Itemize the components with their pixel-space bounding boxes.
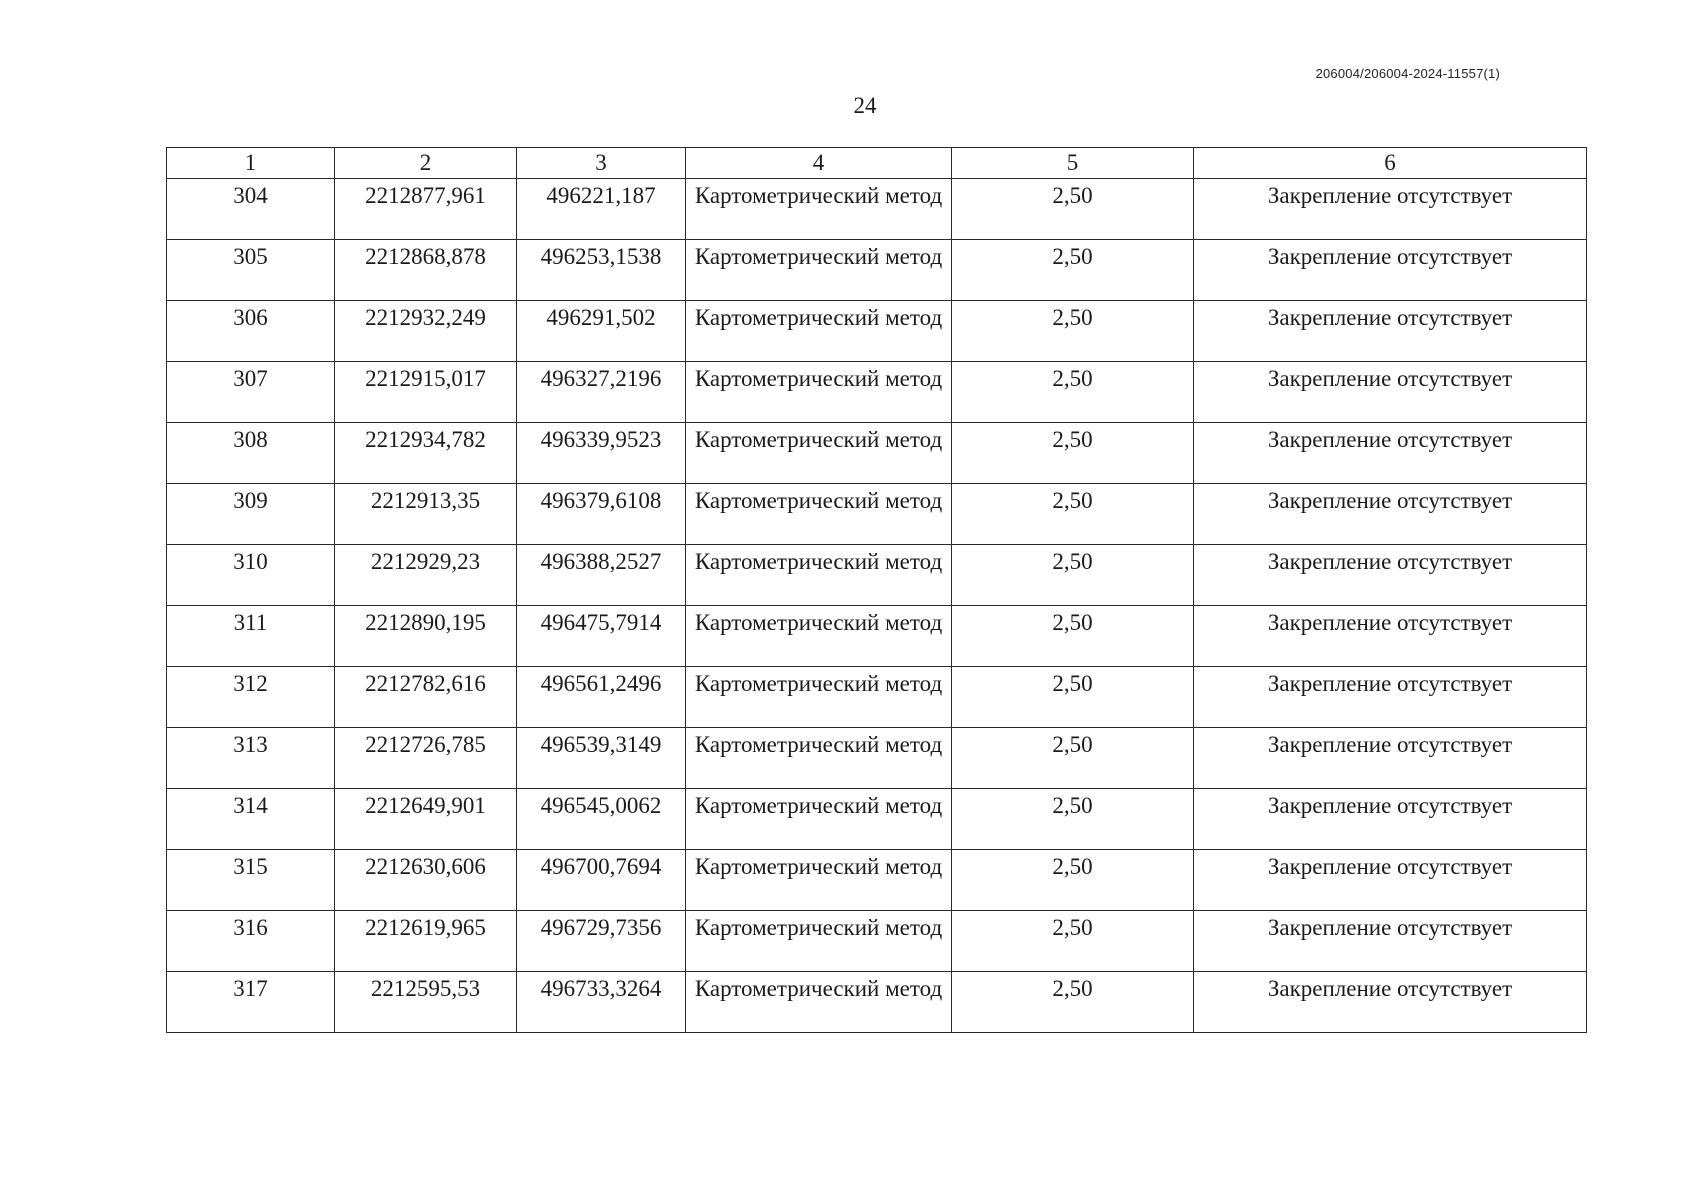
point-number-cell-text: 307 xyxy=(233,366,268,391)
fixing-description-cell xyxy=(1194,606,1587,667)
accuracy-cell-text: 2,50 xyxy=(1052,732,1093,757)
fixing-description-cell-text: Закрепление отсутствует xyxy=(1267,366,1513,391)
column-header-5: 5 xyxy=(952,148,1194,179)
table-row xyxy=(167,850,1587,911)
x-coordinate-cell-text: 2212877,961 xyxy=(365,183,486,208)
point-number-cell-text: 310 xyxy=(233,549,268,574)
y-coordinate-cell xyxy=(517,606,686,667)
method-cell-text: Картометрический метод xyxy=(694,366,943,391)
fixing-description-cell xyxy=(1194,301,1587,362)
x-coordinate-cell-text: 2212630,606 xyxy=(365,854,486,879)
method-cell xyxy=(686,911,952,972)
point-number-cell xyxy=(167,362,335,423)
method-cell-text: Картометрический метод xyxy=(694,183,943,208)
x-coordinate-cell xyxy=(335,484,517,545)
method-cell xyxy=(686,850,952,911)
x-coordinate-cell-text: 2212726,785 xyxy=(365,732,486,757)
method-cell-text: Картометрический метод xyxy=(694,244,943,269)
fixing-description-cell-text: Закрепление отсутствует xyxy=(1267,976,1513,1001)
column-header-1: 1 xyxy=(167,148,335,179)
point-number-cell-text: 313 xyxy=(233,732,268,757)
x-coordinate-cell xyxy=(335,789,517,850)
table-row xyxy=(167,972,1587,1033)
column-header-3: 3 xyxy=(517,148,686,179)
accuracy-cell xyxy=(952,911,1194,972)
y-coordinate-cell xyxy=(517,850,686,911)
y-coordinate-cell-text: 496379,6108 xyxy=(540,488,662,513)
point-number-cell xyxy=(167,911,335,972)
y-coordinate-cell xyxy=(517,545,686,606)
column-header-4: 4 xyxy=(686,148,952,179)
point-number-cell xyxy=(167,606,335,667)
table-header xyxy=(167,148,1587,179)
method-cell xyxy=(686,728,952,789)
accuracy-cell xyxy=(952,972,1194,1033)
y-coordinate-cell-text: 496729,7356 xyxy=(540,915,662,940)
coordinates-table-container xyxy=(166,147,1586,1033)
fixing-description-cell xyxy=(1194,728,1587,789)
accuracy-cell-text: 2,50 xyxy=(1052,305,1093,330)
y-coordinate-cell xyxy=(517,179,686,240)
fixing-description-cell xyxy=(1194,789,1587,850)
method-cell-text: Картометрический метод xyxy=(694,305,943,330)
method-cell-text: Картометрический метод xyxy=(694,671,943,696)
accuracy-cell xyxy=(952,789,1194,850)
method-cell xyxy=(686,667,952,728)
method-cell-text: Картометрический метод xyxy=(694,549,943,574)
x-coordinate-cell-text: 2212649,901 xyxy=(365,793,486,818)
point-number-cell-text: 315 xyxy=(233,854,268,879)
y-coordinate-cell xyxy=(517,728,686,789)
accuracy-cell-text: 2,50 xyxy=(1052,549,1093,574)
x-coordinate-cell-text: 2212595,53 xyxy=(370,976,481,1001)
method-cell-text: Картометрический метод xyxy=(694,915,943,940)
accuracy-cell-text: 2,50 xyxy=(1052,671,1093,696)
x-coordinate-cell xyxy=(335,911,517,972)
column-header-6: 6 xyxy=(1194,148,1587,179)
point-number-cell xyxy=(167,667,335,728)
fixing-description-cell xyxy=(1194,545,1587,606)
point-number-cell xyxy=(167,484,335,545)
method-cell xyxy=(686,423,952,484)
y-coordinate-cell-text: 496291,502 xyxy=(546,305,656,330)
fixing-description-cell-text: Закрепление отсутствует xyxy=(1267,305,1513,330)
method-cell xyxy=(686,606,952,667)
y-coordinate-cell-text: 496475,7914 xyxy=(540,610,662,635)
accuracy-cell-text: 2,50 xyxy=(1052,183,1093,208)
fixing-description-cell xyxy=(1194,423,1587,484)
table-row xyxy=(167,667,1587,728)
method-cell-text: Картометрический метод xyxy=(694,793,943,818)
table-row xyxy=(167,179,1587,240)
table-body xyxy=(167,179,1587,1033)
point-number-cell-text: 314 xyxy=(233,793,268,818)
accuracy-cell xyxy=(952,545,1194,606)
accuracy-cell xyxy=(952,301,1194,362)
fixing-description-cell-text: Закрепление отсутствует xyxy=(1267,427,1513,452)
y-coordinate-cell xyxy=(517,972,686,1033)
x-coordinate-cell-text: 2212913,35 xyxy=(370,488,481,513)
fixing-description-cell xyxy=(1194,667,1587,728)
accuracy-cell xyxy=(952,728,1194,789)
point-number-cell xyxy=(167,423,335,484)
y-coordinate-cell-text: 496327,2196 xyxy=(540,366,662,391)
x-coordinate-cell-text: 2212932,249 xyxy=(365,305,486,330)
point-number-cell xyxy=(167,850,335,911)
table-header-row xyxy=(167,148,1587,179)
accuracy-cell-text: 2,50 xyxy=(1052,610,1093,635)
x-coordinate-cell-text: 2212915,017 xyxy=(365,366,486,391)
table-row xyxy=(167,545,1587,606)
x-coordinate-cell xyxy=(335,972,517,1033)
fixing-description-cell xyxy=(1194,484,1587,545)
accuracy-cell xyxy=(952,484,1194,545)
accuracy-cell-text: 2,50 xyxy=(1052,976,1093,1001)
document-id: 206004/206004-2024-11557(1) xyxy=(1315,66,1500,81)
x-coordinate-cell-text: 2212619,965 xyxy=(365,915,486,940)
point-number-cell-text: 312 xyxy=(233,671,268,696)
x-coordinate-cell xyxy=(335,606,517,667)
table-row xyxy=(167,301,1587,362)
y-coordinate-cell xyxy=(517,301,686,362)
table-row xyxy=(167,423,1587,484)
fixing-description-cell-text: Закрепление отсутствует xyxy=(1267,488,1513,513)
column-header-2: 2 xyxy=(335,148,517,179)
fixing-description-cell-text: Закрепление отсутствует xyxy=(1267,854,1513,879)
fixing-description-cell-text: Закрепление отсутствует xyxy=(1267,610,1513,635)
fixing-description-cell-text: Закрепление отсутствует xyxy=(1267,732,1513,757)
table-row xyxy=(167,484,1587,545)
page-number: 24 xyxy=(853,93,877,118)
coordinates-table xyxy=(166,147,1587,1033)
point-number-cell xyxy=(167,179,335,240)
fixing-description-cell xyxy=(1194,179,1587,240)
fixing-description-cell-text: Закрепление отсутствует xyxy=(1267,549,1513,574)
y-coordinate-cell xyxy=(517,484,686,545)
accuracy-cell-text: 2,50 xyxy=(1052,244,1093,269)
accuracy-cell-text: 2,50 xyxy=(1052,427,1093,452)
y-coordinate-cell-text: 496539,3149 xyxy=(540,732,662,757)
fixing-description-cell xyxy=(1194,850,1587,911)
method-cell-text: Картометрический метод xyxy=(694,732,943,757)
x-coordinate-cell xyxy=(335,240,517,301)
point-number-cell xyxy=(167,728,335,789)
y-coordinate-cell-text: 496561,2496 xyxy=(540,671,662,696)
y-coordinate-cell-text: 496700,7694 xyxy=(540,854,662,879)
y-coordinate-cell-text: 496388,2527 xyxy=(540,549,662,574)
accuracy-cell xyxy=(952,362,1194,423)
x-coordinate-cell xyxy=(335,728,517,789)
point-number-cell xyxy=(167,545,335,606)
accuracy-cell-text: 2,50 xyxy=(1052,793,1093,818)
point-number-cell-text: 306 xyxy=(233,305,268,330)
method-cell xyxy=(686,240,952,301)
y-coordinate-cell xyxy=(517,240,686,301)
x-coordinate-cell-text: 2212868,878 xyxy=(365,244,486,269)
method-cell xyxy=(686,545,952,606)
point-number-cell-text: 304 xyxy=(233,183,268,208)
accuracy-cell-text: 2,50 xyxy=(1052,366,1093,391)
accuracy-cell xyxy=(952,179,1194,240)
method-cell-text: Картометрический метод xyxy=(694,976,943,1001)
y-coordinate-cell-text: 496339,9523 xyxy=(540,427,662,452)
table-row xyxy=(167,728,1587,789)
x-coordinate-cell-text: 2212890,195 xyxy=(365,610,486,635)
x-coordinate-cell xyxy=(335,423,517,484)
table-row xyxy=(167,789,1587,850)
fixing-description-cell xyxy=(1194,972,1587,1033)
method-cell-text: Картометрический метод xyxy=(694,427,943,452)
method-cell xyxy=(686,362,952,423)
accuracy-cell xyxy=(952,240,1194,301)
fixing-description-cell-text: Закрепление отсутствует xyxy=(1267,793,1513,818)
accuracy-cell xyxy=(952,606,1194,667)
accuracy-cell xyxy=(952,423,1194,484)
y-coordinate-cell xyxy=(517,362,686,423)
method-cell xyxy=(686,301,952,362)
fixing-description-cell-text: Закрепление отсутствует xyxy=(1267,183,1513,208)
point-number-cell-text: 308 xyxy=(233,427,268,452)
fixing-description-cell xyxy=(1194,911,1587,972)
accuracy-cell-text: 2,50 xyxy=(1052,488,1093,513)
accuracy-cell-text: 2,50 xyxy=(1052,915,1093,940)
method-cell-text: Картометрический метод xyxy=(694,610,943,635)
x-coordinate-cell xyxy=(335,179,517,240)
x-coordinate-cell xyxy=(335,362,517,423)
y-coordinate-cell xyxy=(517,667,686,728)
y-coordinate-cell-text: 496545,0062 xyxy=(540,793,662,818)
y-coordinate-cell xyxy=(517,789,686,850)
x-coordinate-cell xyxy=(335,850,517,911)
fixing-description-cell xyxy=(1194,362,1587,423)
fixing-description-cell xyxy=(1194,240,1587,301)
point-number-cell-text: 309 xyxy=(233,488,268,513)
x-coordinate-cell xyxy=(335,667,517,728)
y-coordinate-cell-text: 496253,1538 xyxy=(540,244,662,269)
x-coordinate-cell xyxy=(335,301,517,362)
y-coordinate-cell-text: 496221,187 xyxy=(546,183,656,208)
method-cell xyxy=(686,789,952,850)
point-number-cell xyxy=(167,240,335,301)
x-coordinate-cell-text: 2212929,23 xyxy=(370,549,481,574)
point-number-cell xyxy=(167,972,335,1033)
y-coordinate-cell xyxy=(517,911,686,972)
accuracy-cell xyxy=(952,850,1194,911)
point-number-cell-text: 316 xyxy=(233,915,268,940)
method-cell-text: Картометрический метод xyxy=(694,854,943,879)
point-number-cell-text: 305 xyxy=(233,244,268,269)
point-number-cell xyxy=(167,789,335,850)
point-number-cell-text: 317 xyxy=(233,976,268,1001)
accuracy-cell xyxy=(952,667,1194,728)
point-number-cell xyxy=(167,301,335,362)
x-coordinate-cell xyxy=(335,545,517,606)
fixing-description-cell-text: Закрепление отсутствует xyxy=(1267,915,1513,940)
table-row xyxy=(167,362,1587,423)
point-number-cell-text: 311 xyxy=(233,610,268,635)
method-cell xyxy=(686,179,952,240)
table-row xyxy=(167,911,1587,972)
x-coordinate-cell-text: 2212934,782 xyxy=(365,427,486,452)
y-coordinate-cell xyxy=(517,423,686,484)
method-cell-text: Картометрический метод xyxy=(694,488,943,513)
fixing-description-cell-text: Закрепление отсутствует xyxy=(1267,671,1513,696)
accuracy-cell-text: 2,50 xyxy=(1052,854,1093,879)
method-cell xyxy=(686,484,952,545)
table-row xyxy=(167,606,1587,667)
fixing-description-cell-text: Закрепление отсутствует xyxy=(1267,244,1513,269)
y-coordinate-cell-text: 496733,3264 xyxy=(540,976,662,1001)
table-row xyxy=(167,240,1587,301)
method-cell xyxy=(686,972,952,1033)
x-coordinate-cell-text: 2212782,616 xyxy=(365,671,486,696)
